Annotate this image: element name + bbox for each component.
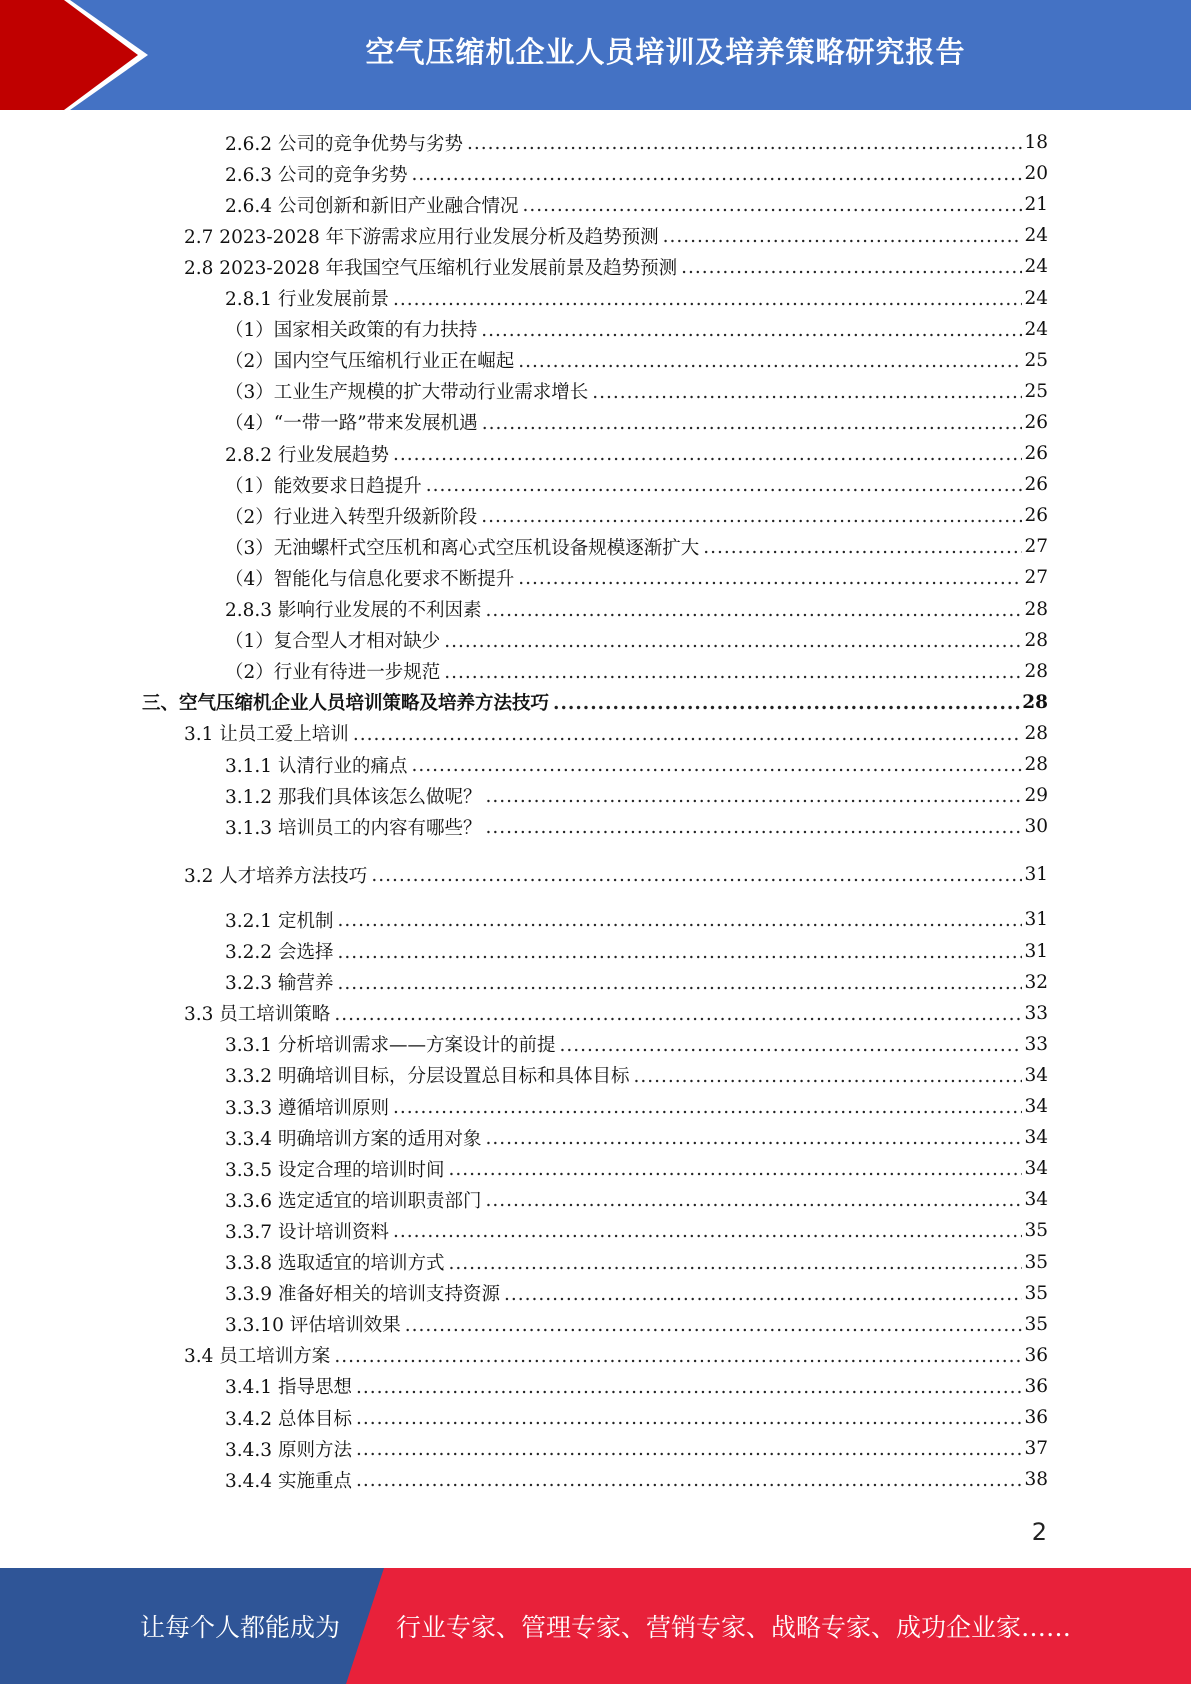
toc-entry[interactable] [225,656,1048,687]
toc-dot-leader [518,345,1022,376]
toc-entry-title: （2）行业有待进一步规范 [225,662,441,684]
toc-entry[interactable] [225,1029,1048,1060]
toc-entry-page: 26 [1024,411,1048,433]
toc-entry-title: 3.3.6 选定适宜的培训职责部门 [225,1190,482,1212]
toc-entry-page: 21 [1024,194,1048,216]
toc-entry[interactable] [225,1464,1048,1495]
toc-entry-title: 3.3.8 选取适宜的培训方式 [225,1253,445,1274]
toc-entry[interactable] [225,1122,1048,1153]
toc-entry-title: 3.4.3 原则方法 [225,1439,352,1461]
toc-dot-leader [337,967,1022,998]
toc-entry-page: 18 [1024,132,1048,153]
toc-entry[interactable] [225,1247,1048,1278]
toc-entry-title: 3.1 让员工爱上培训 [184,724,349,746]
toc-dot-leader [353,718,1023,749]
toc-entry-page: 36 [1024,1375,1048,1397]
toc-entry[interactable] [225,407,1048,438]
toc-entry[interactable] [225,531,1048,562]
toc-entry-page: 38 [1024,1469,1048,1491]
toc-entry-title: （3）工业生产规模的扩大带动行业需求增长 [225,382,589,404]
toc-entry[interactable] [184,1340,1048,1371]
toc-entry-title: （2）行业进入转型升级新阶段 [225,506,478,528]
toc-entry-title: 2.8 2023-2028 年我国空气压缩机行业发展前景及趋势预测 [184,257,678,279]
toc-entry-title: 3.3.4 明确培训方案的适用对象 [225,1128,482,1150]
toc-entry-page: 24 [1024,225,1048,247]
toc-dot-leader [504,1278,1022,1309]
toc-dot-leader [393,438,1022,469]
toc-dot-leader [592,376,1022,407]
toc-entry-page: 33 [1024,1033,1048,1055]
toc-entry-page: 34 [1024,1064,1048,1086]
toc-entry-page: 28 [1024,598,1048,620]
toc-dot-leader [481,500,1022,531]
toc-entry[interactable] [225,1433,1048,1464]
toc-dot-leader [334,1340,1022,1371]
toc-dot-leader [485,780,1022,811]
toc-dot-leader [485,1184,1022,1215]
toc-dot-leader [485,1122,1022,1153]
toc-entry-page: 20 [1024,163,1048,185]
toc-entry-page: 31 [1024,864,1048,886]
toc-entry-title: 3.3.1 分析培训需求——方案设计的前提 [225,1035,556,1057]
toc-dot-leader [337,904,1022,935]
toc-entry-page: 24 [1024,287,1048,309]
toc-entry-title: （1）能效要求日趋提升 [225,475,422,497]
toc-entry-title: 3.4 员工培训方案 [184,1346,331,1368]
toc-dot-leader [334,998,1022,1029]
toc-entry[interactable] [225,904,1048,935]
toc-entry[interactable] [225,811,1048,842]
toc-dot-leader [356,1433,1023,1464]
toc-entry[interactable] [225,438,1048,469]
toc-dot-leader [356,1402,1023,1433]
toc-entry[interactable] [225,500,1048,531]
report-title: 空气压缩机企业人员培训及培养策略研究报告 [365,34,966,69]
toc-entry-page: 34 [1024,1158,1048,1180]
toc-dot-leader [633,1060,1022,1091]
toc-entry-title: 3.3 员工培训策略 [184,1004,331,1026]
toc-entry-page: 31 [1024,940,1048,962]
toc-entry[interactable] [225,376,1048,407]
toc-entry-title: 3.3.9 准备好相关的培训支持资源 [225,1284,500,1306]
toc-entry[interactable] [225,1153,1048,1184]
toc-entry-page: 29 [1024,785,1048,807]
toc-entry[interactable] [225,314,1048,345]
toc-dot-leader [559,1029,1022,1060]
toc-entry[interactable] [225,469,1048,500]
toc-entry-title: 3.3.10 评估培训效果 [225,1315,401,1337]
toc-entry-page: 34 [1024,1096,1048,1117]
toc-dot-leader [518,562,1022,593]
toc-dot-leader [426,469,1023,500]
toc-entry[interactable] [225,594,1048,625]
toc-entry-title: 3.3.2 明确培训目标，分层设置总目标和具体目标 [225,1066,630,1088]
toc-dot-leader [663,220,1023,251]
toc-dot-leader [467,127,1022,158]
toc-entry-title: （2）国内空气压缩机行业正在崛起 [225,351,515,373]
toc-entry-page: 24 [1024,256,1048,278]
toc-entry[interactable] [225,780,1048,811]
toc-entry-title: 3.2.1 定机制 [225,910,334,932]
toc-dot-leader [405,1309,1023,1340]
toc-entry-page: 31 [1024,909,1048,931]
toc-entry-page: 30 [1024,816,1048,838]
page-footer [0,1568,1191,1684]
toc-entry-title: （1）复合型人才相对缺少 [225,631,441,653]
toc-entry-title: 3.3.3 遵循培训原则 [225,1097,389,1119]
toc-entry[interactable] [225,1060,1048,1091]
toc-entry-title: 2.8.2 行业发展趋势 [225,444,389,466]
toc-entry-title: 3.2.2 会选择 [225,942,334,963]
toc-dot-leader [444,656,1022,687]
toc-entry[interactable] [225,283,1048,314]
toc-entry-title: 2.6.4 公司创新和新旧产业融合情况 [225,195,519,217]
toc-entry-title: 3.1.2 那我们具体该怎么做呢？ [225,786,482,808]
toc-dot-leader [681,251,1022,282]
toc-entry-title: 2.8.3 影响行业发展的不利因素 [225,600,482,621]
toc-entry-title: 3.2 人才培养方法技巧 [184,865,368,887]
toc-dot-leader [393,283,1022,314]
toc-entry-page: 25 [1024,380,1048,402]
toc-entry-page: 27 [1024,536,1048,558]
toc-dot-leader [393,1215,1022,1246]
toc-entry-page: 27 [1024,567,1048,589]
toc-entry-page: 35 [1024,1313,1048,1335]
toc-entry-page: 28 [1024,722,1048,744]
toc-entry-page: 36 [1024,1344,1048,1366]
toc-entry-page: 37 [1024,1438,1048,1460]
toc-entry-title: 3.1.3 培训员工的内容有哪些？ [225,817,482,839]
toc-entry-page: 26 [1024,443,1048,464]
toc-entry[interactable] [225,189,1048,220]
toc-entry-title: 3.3.5 设定合理的培训时间 [225,1159,445,1181]
toc-entry-title: 2.6.3 公司的竞争劣势 [225,164,408,186]
toc-entry-page: 24 [1024,318,1048,340]
toc-dot-leader [485,811,1022,842]
toc-entry[interactable] [225,1091,1048,1122]
toc-dot-leader [444,625,1022,656]
toc-entry[interactable] [142,687,1048,718]
toc-entry-page: 28 [1022,691,1048,713]
toc-dot-leader [448,1153,1022,1184]
footer-slogan-left: 让每个人都能成为 [140,1613,341,1642]
toc-entry-title: 3.3.7 设计培训资料 [225,1221,389,1243]
toc-entry-page: 25 [1024,349,1048,371]
toc-entry[interactable] [225,1402,1048,1433]
toc-entry[interactable] [225,345,1048,376]
toc-entry[interactable] [225,1215,1048,1246]
toc-entry[interactable] [225,936,1048,967]
toc-entry-page: 26 [1024,474,1048,496]
toc-entry[interactable] [225,967,1048,998]
toc-entry-title: （4）“一带一路”带来发展机遇 [225,413,478,435]
toc-dot-leader [337,936,1022,967]
toc-entry[interactable] [184,998,1048,1029]
toc-dot-leader [371,859,1022,890]
toc-entry[interactable] [184,220,1048,251]
toc-entry-page: 28 [1024,660,1048,682]
toc-entry-page: 35 [1024,1251,1048,1273]
toc-entry[interactable] [225,562,1048,593]
toc-entry[interactable] [225,625,1048,656]
toc-entry-title: 2.6.2 公司的竞争优势与劣势 [225,133,463,155]
toc-entry-page: 36 [1024,1407,1048,1428]
toc-entry-title: 2.7 2023-2028 年下游需求应用行业发展分析及趋势预测 [184,226,659,248]
toc-entry[interactable] [225,1184,1048,1215]
toc-entry-page: 28 [1024,754,1048,775]
toc-entry-title: （4）智能化与信息化要求不断提升 [225,568,515,590]
toc-dot-leader [356,1464,1023,1495]
toc-entry-title: （3）无油螺杆式空压机和离心式空压机设备规模逐渐扩大 [225,537,700,559]
toc-dot-leader [393,1091,1022,1122]
toc-dot-leader [411,749,1022,780]
toc-dot-leader [482,407,1023,438]
toc-entry-title: 3.4.4 实施重点 [225,1470,352,1492]
toc-entry-title: 3.1.1 认清行业的痛点 [225,755,408,777]
toc-entry[interactable] [225,749,1048,780]
toc-entry-title: 3.4.1 指导思想 [225,1377,352,1399]
toc-entry-title: 3.2.3 输营养 [225,973,334,995]
toc-entry[interactable] [225,1278,1048,1309]
toc-entry[interactable] [225,127,1048,158]
toc-entry-page: 35 [1024,1282,1048,1304]
toc-entry-page: 26 [1024,505,1048,527]
toc-entry-page: 28 [1024,629,1048,651]
toc-entry-page: 34 [1024,1189,1048,1211]
toc-entry[interactable] [225,1371,1048,1402]
footer-slogan-right: 行业专家、管理专家、营销专家、战略专家、成功企业家…… [396,1613,1072,1642]
toc-dot-leader [448,1247,1022,1278]
toc-dot-leader [485,594,1022,625]
toc-entry[interactable] [184,251,1048,282]
toc-entry-title: （1）国家相关政策的有力扶持 [225,320,478,342]
toc-entry-title: 三、空气压缩机企业人员培训策略及培养方法技巧 [142,693,550,715]
toc-entry-page: 35 [1024,1220,1048,1242]
toc-dot-leader [703,531,1022,562]
toc-entry-title: 2.8.1 行业发展前景 [225,289,389,310]
toc-dot-leader [411,158,1022,189]
toc-entry[interactable] [184,859,1048,890]
toc-entry-title: 3.4.2 总体目标 [225,1408,352,1430]
toc-entry-page: 34 [1024,1127,1048,1149]
toc-dot-leader [522,189,1022,220]
page-number: 2 [1031,1518,1047,1546]
toc-entry[interactable] [225,1309,1048,1340]
toc-dot-leader [481,314,1022,345]
toc-entry-page: 33 [1024,1002,1048,1024]
toc-dot-leader [553,687,1020,718]
toc-dot-leader [356,1371,1023,1402]
toc-entry-page: 32 [1024,971,1048,993]
toc-entry[interactable] [184,718,1048,749]
toc-entry[interactable] [225,158,1048,189]
page-header [0,0,1191,110]
